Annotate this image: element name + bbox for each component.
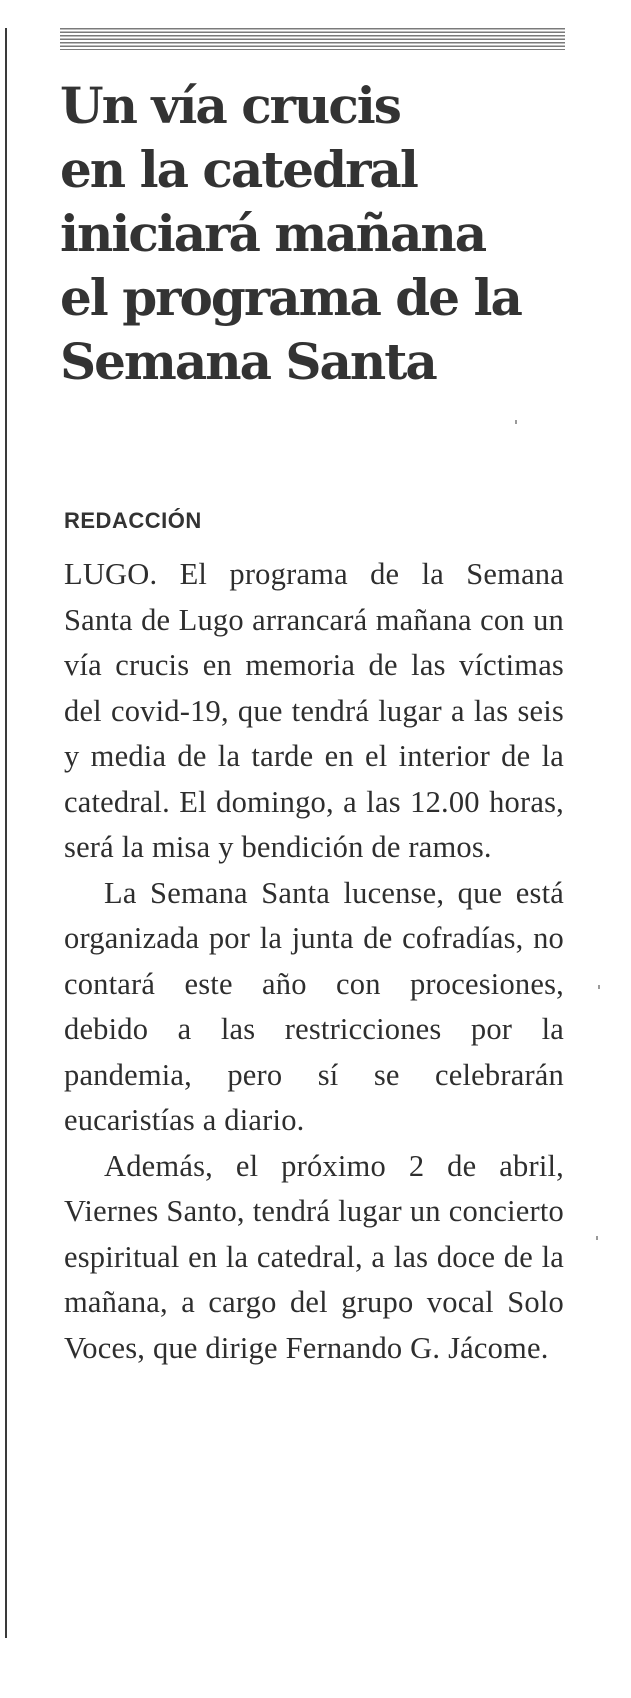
headline-line: el programa de la [60, 268, 521, 327]
article-paragraph: La Semana Santa lucense, que está organizada por la junta de cofradías, no contará este año con procesiones, debido a las restricciones por la pandemia, pero sí se celebrarán eucaristías a diario. [64, 875, 564, 1137]
scan-speck [596, 1236, 598, 1240]
article-paragraph: Además, el próximo 2 de abril, Viernes Santo, tendrá lugar un concierto espiritual en la catedral, a las doce de la mañana, a cargo del grupo vocal Solo Voces, que dirige Fernando G. Jácome. [64, 1148, 564, 1365]
headline [60, 74, 600, 394]
scan-speck [515, 420, 517, 424]
headline-line: Semana Santa [60, 332, 436, 391]
column-rule [5, 28, 7, 1638]
header-rule-lines [60, 28, 565, 50]
article-paragraph: LUGO. El programa de la Semana Santa de Lugo arrancará mañana con un vía crucis en memoria de las víctimas del covid-19, que tendrá lugar a las seis y media de la tarde en el interior de la catedral. El domingo, a las 12.00 horas, será la misa y bendición de ramos. [64, 557, 564, 864]
scan-speck [598, 985, 600, 989]
article-body [64, 552, 564, 1371]
headline-line: Un vía crucis [60, 76, 400, 135]
byline: REDACCIÓN [64, 508, 202, 533]
headline-line: en la catedral [60, 140, 417, 199]
headline-line: iniciará mañana [60, 204, 486, 263]
